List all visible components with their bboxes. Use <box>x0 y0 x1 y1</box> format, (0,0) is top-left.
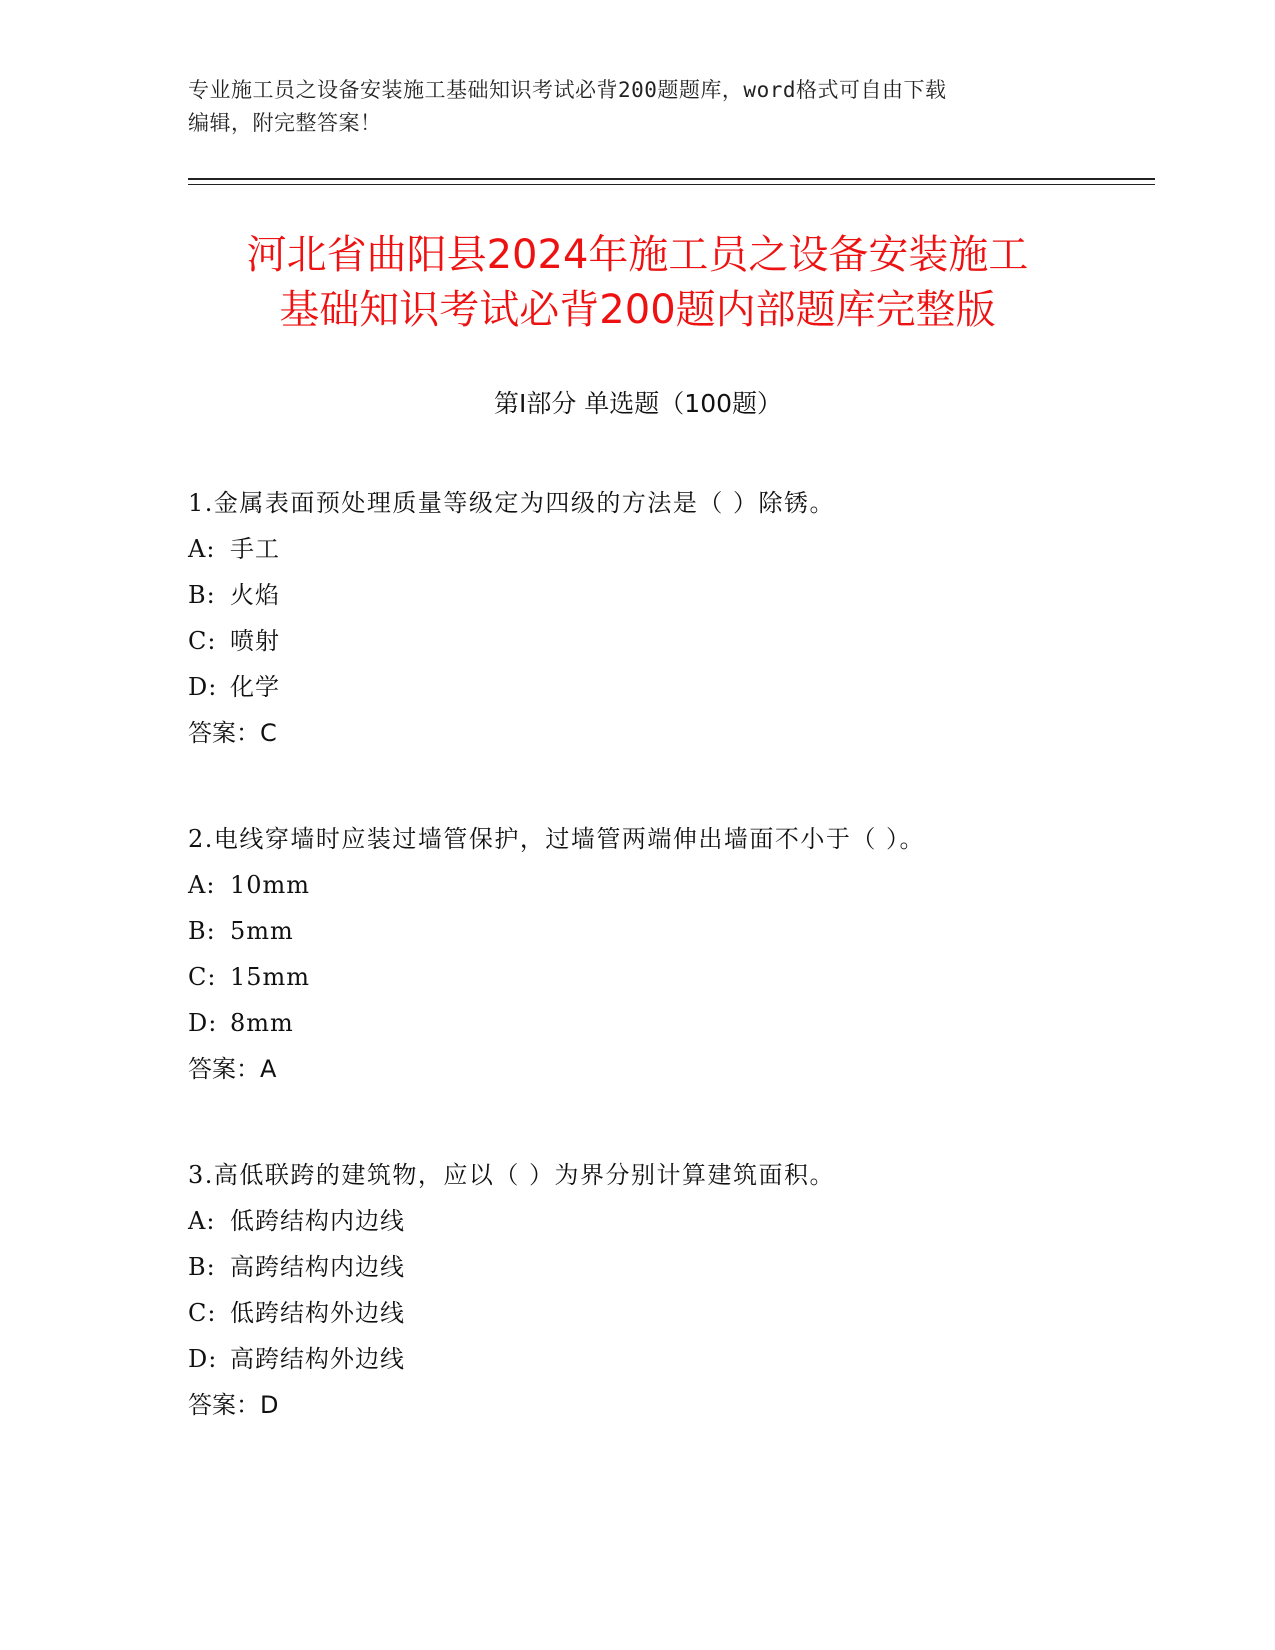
option-c <box>188 1290 1148 1336</box>
option-text: 火焰 <box>230 581 280 609</box>
question-list <box>188 480 1148 1488</box>
option-text: 喷射 <box>230 627 280 655</box>
question-item <box>188 1152 1148 1428</box>
option-a <box>188 1198 1148 1244</box>
header-note-line-2: 编辑，附完整答案！ <box>188 111 382 135</box>
header-divider-thick <box>188 178 1155 180</box>
question-stem: 3.高低联跨的建筑物，应以（ ）为界分别计算建筑面积。 <box>188 1161 836 1189</box>
question-stem: 2.电线穿墙时应装过墙管保护，过墙管两端伸出墙面不小于（ ）。 <box>188 825 926 853</box>
answer-value: C <box>260 719 277 747</box>
answer-value: A <box>260 1055 277 1083</box>
option-text: 8mm <box>230 1009 294 1037</box>
option-letter: A: <box>188 871 216 899</box>
option-text: 5mm <box>230 917 294 945</box>
option-letter: D: <box>188 1345 218 1373</box>
question-item <box>188 480 1148 756</box>
option-text: 低跨结构外边线 <box>230 1299 405 1327</box>
option-b <box>188 908 1148 954</box>
option-letter: C: <box>188 627 217 655</box>
question-item <box>188 816 1148 1092</box>
answer-line <box>188 1382 1148 1428</box>
option-d <box>188 664 1148 710</box>
option-d <box>188 1000 1148 1046</box>
option-letter: D: <box>188 1009 218 1037</box>
answer-line <box>188 1046 1148 1092</box>
option-a <box>188 526 1148 572</box>
header-divider-thin <box>188 184 1155 185</box>
option-letter: B: <box>188 1253 216 1281</box>
option-d <box>188 1336 1148 1382</box>
option-text: 高跨结构内边线 <box>230 1253 405 1281</box>
answer-value: D <box>260 1391 279 1419</box>
answer-label: 答案： <box>188 1055 260 1083</box>
answer-label: 答案： <box>188 1391 260 1419</box>
answer-label: 答案： <box>188 719 260 747</box>
option-letter: B: <box>188 581 216 609</box>
option-text: 低跨结构内边线 <box>230 1207 405 1235</box>
question-stem: 1.金属表面预处理质量等级定为四级的方法是（ ）除锈。 <box>188 489 836 517</box>
option-text: 10mm <box>230 871 311 899</box>
option-c <box>188 954 1148 1000</box>
header-note-line-1: 专业施工员之设备安装施工基础知识考试必背200题题库，word格式可自由下载 <box>188 78 947 102</box>
option-text: 化学 <box>230 673 280 701</box>
option-text: 高跨结构外边线 <box>230 1345 405 1373</box>
option-text: 15mm <box>230 963 311 991</box>
option-c <box>188 618 1148 664</box>
option-letter: A: <box>188 535 216 563</box>
option-letter: B: <box>188 917 216 945</box>
option-b <box>188 1244 1148 1290</box>
option-text: 手工 <box>230 535 280 563</box>
option-letter: C: <box>188 1299 217 1327</box>
header-note <box>188 74 1088 140</box>
option-letter: C: <box>188 963 217 991</box>
option-b <box>188 572 1148 618</box>
document-title-line-1: 河北省曲阳县2024年施工员之设备安装施工 <box>246 232 1029 278</box>
section-heading: 第Ⅰ部分 单选题（100题） <box>493 389 783 418</box>
answer-line <box>188 710 1148 756</box>
option-letter: A: <box>188 1207 216 1235</box>
document-title-line-2: 基础知识考试必背200题内部题库完整版 <box>279 287 996 333</box>
document-title <box>160 228 1115 338</box>
option-a <box>188 862 1148 908</box>
option-letter: D: <box>188 673 218 701</box>
